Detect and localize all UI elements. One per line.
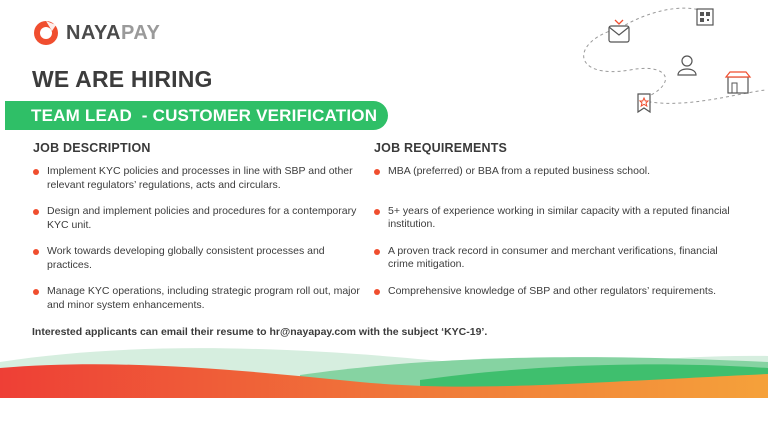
job-requirements-list: [374, 165, 734, 298]
person-icon: [678, 56, 696, 75]
hiring-headline: WE ARE HIRING: [32, 66, 213, 92]
application-instructions: Interested applicants can email their resume to hr@nayapay.com with the subject ‘KYC-19’.: [32, 326, 488, 338]
badge-icon: [638, 94, 650, 112]
logo-text-pay: PAY: [121, 21, 161, 44]
role-title-banner: [5, 101, 388, 130]
logo-wordmark: [66, 22, 160, 45]
qr-code-icon: [697, 9, 713, 25]
store-icon: [726, 72, 750, 93]
list-item: 5+ years of experience working in similar capacity with a reputed financial institution.: [374, 205, 734, 232]
job-requirements-heading: JOB REQUIREMENTS: [374, 141, 508, 155]
job-description-section: [33, 141, 363, 312]
job-description-list: [33, 165, 363, 312]
decorative-wave: [0, 340, 768, 423]
envelope-icon: [609, 20, 629, 42]
role-title: TEAM LEAD - CUSTOMER VERIFICATION: [31, 105, 378, 125]
logo-mark-icon: [32, 19, 60, 47]
list-item: Manage KYC operations, including strategic program roll out, major and minor system enhancements.: [33, 285, 363, 312]
list-item: Comprehensive knowledge of SBP and other regulators’ requirements.: [374, 285, 734, 299]
job-description-heading: JOB DESCRIPTION: [33, 141, 151, 155]
list-item: Implement KYC policies and processes in line with SBP and other relevant regulators’ regulations, acts and circulars.: [33, 165, 363, 192]
list-item: MBA (preferred) or BBA from a reputed business school.: [374, 165, 734, 179]
list-item: Work towards developing globally consistent processes and practices.: [33, 245, 363, 272]
list-item: A proven track record in consumer and merchant verifications, financial crime mitigation.: [374, 245, 734, 272]
job-requirements-section: [374, 141, 734, 298]
logo-text-naya: NAYA: [66, 21, 121, 44]
decorative-illustration: [560, 0, 768, 120]
list-item: Design and implement policies and procedures for a contemporary KYC unit.: [33, 205, 363, 232]
nayapay-logo: [32, 19, 160, 47]
